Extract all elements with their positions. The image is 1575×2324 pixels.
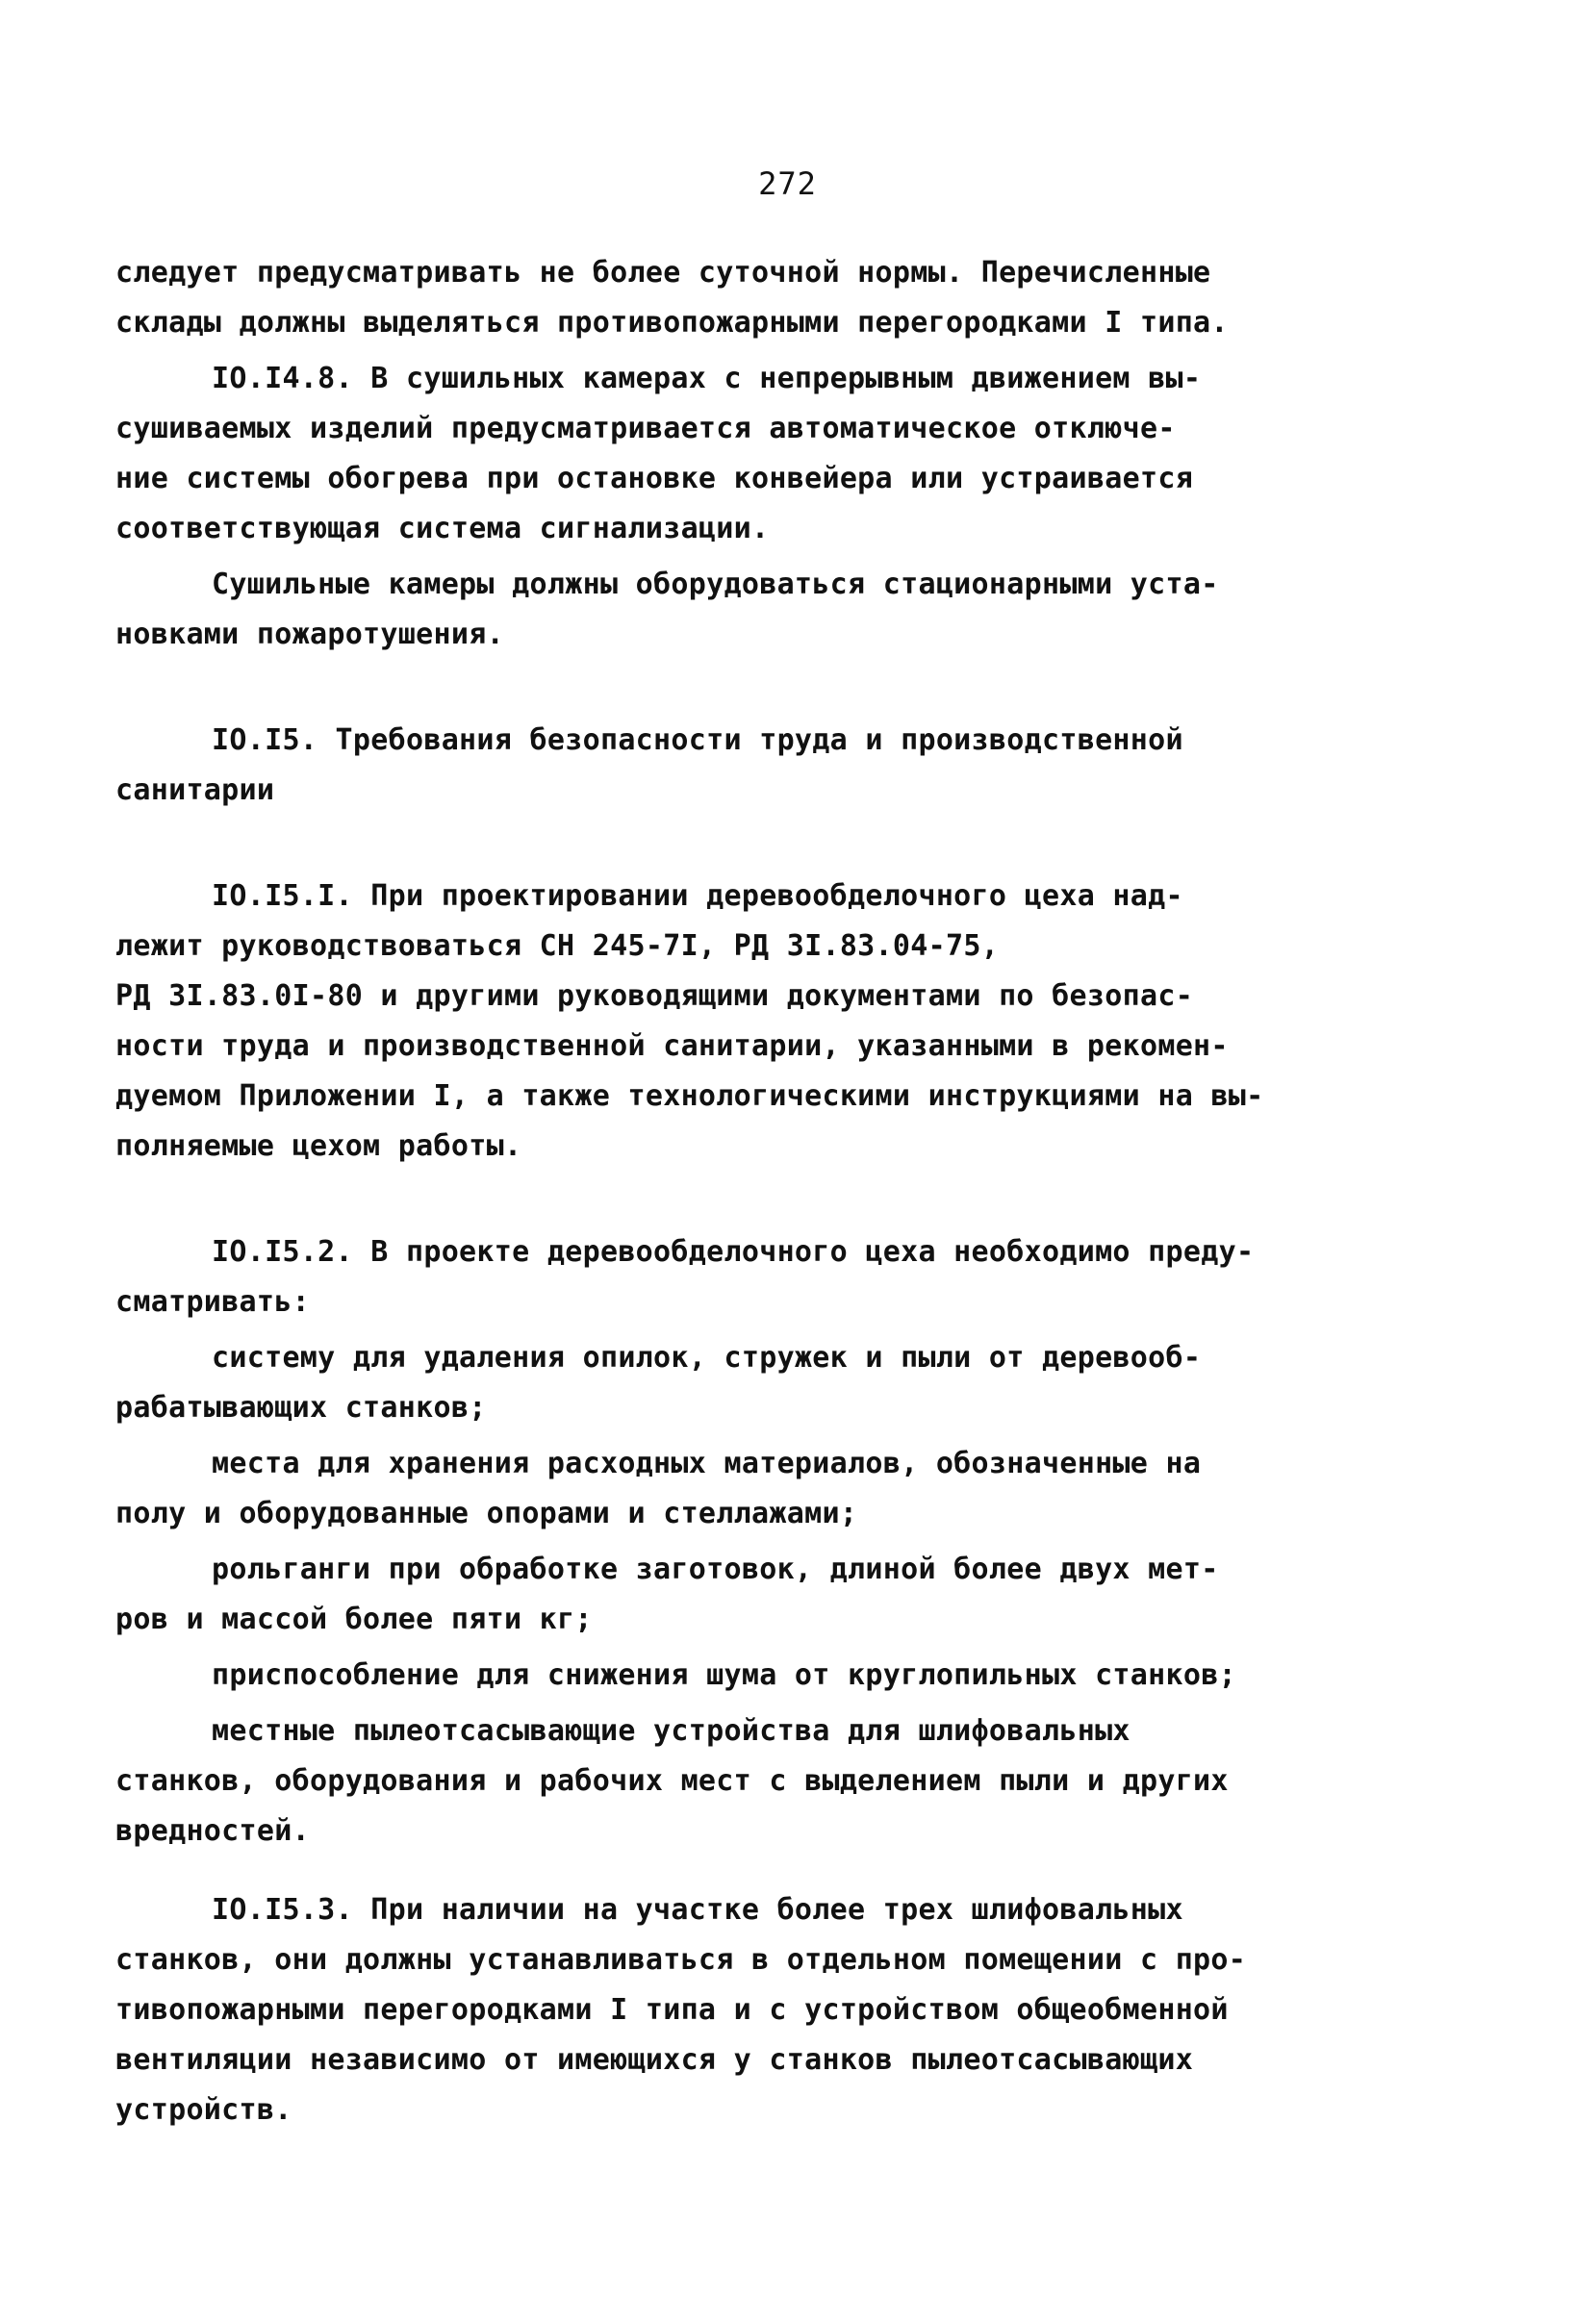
- text-line: склады должны выделяться противопожарными перегородками I типа.: [115, 306, 1229, 340]
- text-line: ние системы обогрева при остановке конвейера или устраивается: [115, 462, 1194, 495]
- text-line: IO.I5.3. При наличии на участке более трех шлифовальных: [212, 1893, 1183, 1927]
- list-item: станков, оборудования и рабочих мест с выделением пыли и других: [115, 1764, 1229, 1798]
- text-line: IO.I5.2. В проекте деревообделочного цеха необходимо преду-: [212, 1235, 1255, 1269]
- list-item: систему для удаления опилок, стружек и пыли от деревооб-: [212, 1341, 1202, 1375]
- list-item: места для хранения расходных материалов, обозначенные на: [212, 1447, 1202, 1480]
- body-text: [115, 248, 1347, 2135]
- page-number: 272: [758, 165, 817, 202]
- text-line: IO.I5.I. При проектировании деревообделочного цеха над-: [212, 879, 1183, 913]
- text-line: новками пожаротушения.: [115, 618, 504, 651]
- section-heading: IO.I5. Требования безопасности труда и производственной: [212, 723, 1183, 757]
- list-item: рабатывающих станков;: [115, 1391, 487, 1425]
- text-line: ности труда и производственной санитарии, указанными в рекомен-: [115, 1029, 1229, 1063]
- list-item: приспособление для снижения шума от круглопильных станков;: [212, 1658, 1236, 1692]
- list-item: вредностей.: [115, 1814, 310, 1848]
- list-item: рольганги при обработке заготовок, длиной более двух мет-: [212, 1553, 1219, 1586]
- text-line: Сушильные камеры должны оборудоваться стационарными уста-: [212, 568, 1219, 601]
- text-line: IO.I4.8. В сушильных камерах с непрерывным движением вы-: [212, 362, 1202, 395]
- text-line: устройств.: [115, 2093, 292, 2127]
- text-line: РД 3I.83.0I-80 и другими руководящими документами по безопас-: [115, 979, 1194, 1013]
- text-line: сматривать:: [115, 1285, 310, 1319]
- text-line: лежит руководствоваться СН 245-7I, РД 3I.83.04-75,: [115, 929, 1000, 963]
- text-line: станков, они должны устанавливаться в отдельном помещении с про-: [115, 1943, 1247, 1977]
- text-line: следует предусматривать не более суточной нормы. Перечисленные: [115, 256, 1211, 290]
- text-line: вентиляции независимо от имеющихся у станков пылеотсасывающих: [115, 2043, 1194, 2077]
- section-heading: санитарии: [115, 773, 275, 807]
- list-item: местные пылеотсасывающие устройства для шлифовальных: [212, 1714, 1130, 1748]
- text-line: дуемом Приложении I, а также технологическими инструкциями на вы-: [115, 1079, 1264, 1113]
- text-line: полняемые цехом работы.: [115, 1129, 522, 1163]
- text-line: сушиваемых изделий предусматривается автоматическое отключе-: [115, 412, 1176, 445]
- list-item: полу и оборудованные опорами и стеллажами;: [115, 1497, 858, 1530]
- text-line: тивопожарными перегородками I типа и с устройством общеобменной: [115, 1993, 1229, 2027]
- text-line: соответствующая система сигнализации.: [115, 512, 770, 545]
- list-item: ров и массой более пяти кг;: [115, 1603, 593, 1636]
